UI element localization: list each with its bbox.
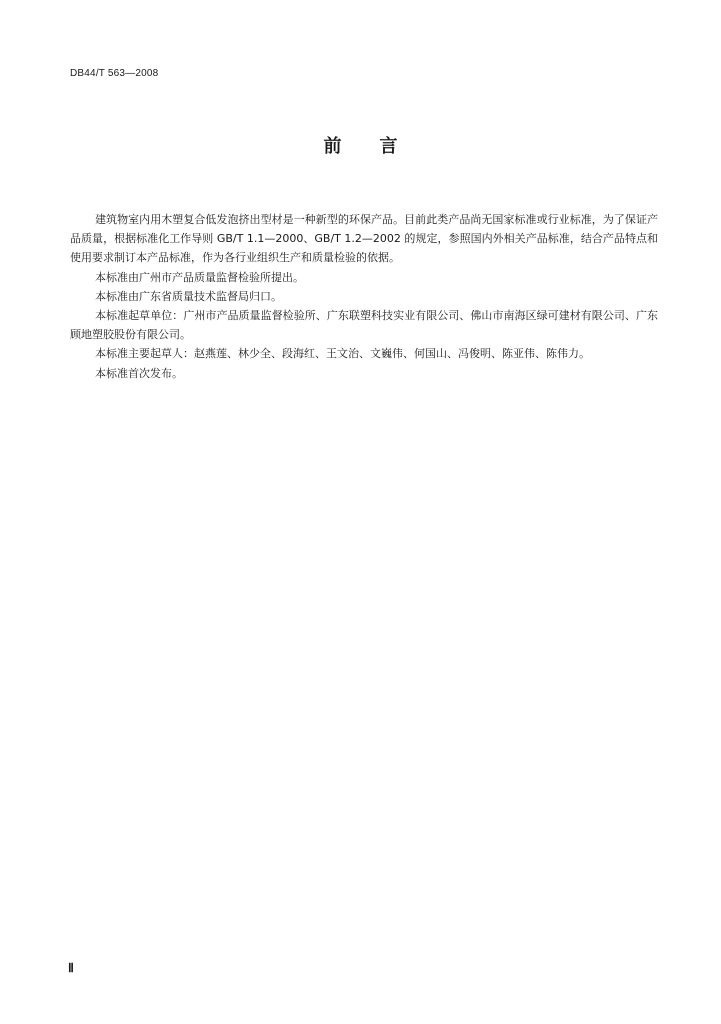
paragraph-proposer: 本标准由广州市产品质量监督检验所提出。 — [95, 270, 304, 284]
document-code: DB44/T 563—2008 — [70, 68, 159, 79]
paragraph-drafting-units: 本标准起草单位：广州市产品质量监督检验所、广东联塑科技实业有限公司、佛山市南海区绿可建材有限公司、广东顾地塑胶股份有限公司。 — [70, 309, 658, 342]
paragraph-intro: 建筑物室内用木塑复合低发泡挤出型材是一种新型的环保产品。目前此类产品尚无国家标准或行业标准，为了保证产品质量，根据标准化工作导则 GB/T 1.1—2000、GB/T 1.2—2002 的规定，参照国内外相关产品标准，结合产品特点和使用要求制订本产品标准，作为各行业组织生产和质量检验的依据。 — [70, 213, 658, 265]
paragraph-drafters: 本标准主要起草人：赵燕莲、林少全、段海红、王文治、文巍伟、何国山、冯俊明、陈亚伟、陈伟力。 — [95, 347, 590, 361]
paragraph-administrator: 本标准由广东省质量技术监督局归口。 — [95, 289, 282, 303]
paragraph-first-release: 本标准首次发布。 — [95, 366, 183, 380]
page-number: Ⅱ — [68, 961, 74, 975]
foreword-body — [70, 210, 658, 383]
page-title: 前言 — [323, 136, 436, 157]
